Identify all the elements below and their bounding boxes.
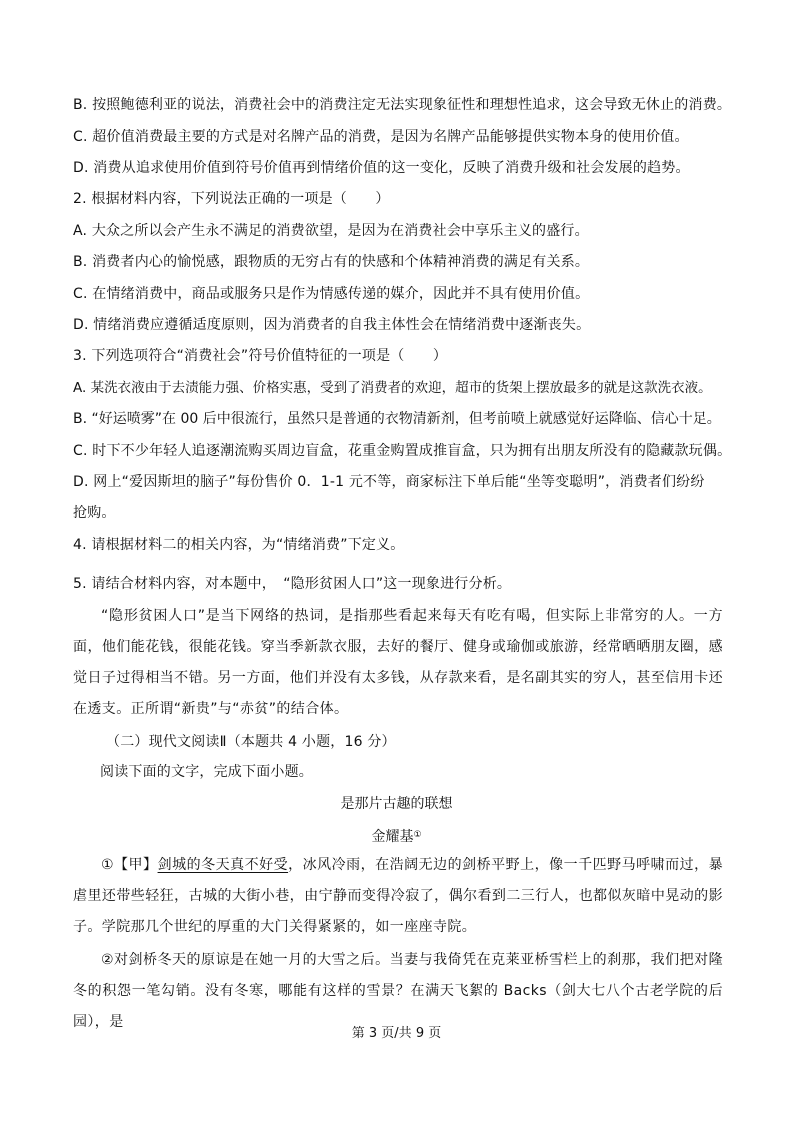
q2-option-b: B. 消费者内心的愉悦感，跟物质的无穷占有的快感和个体精神消费的满足有关系。 — [73, 254, 590, 270]
author-name: 金耀基 — [371, 829, 414, 845]
q3-option-d-line2: 抢购。 — [73, 505, 116, 521]
q2-stem: 2. 根据材料内容，下列说法正确的一项是（ ） — [73, 191, 390, 207]
q2-option-c: C. 在情绪消费中，商品或服务只是作为情感传递的媒介，因此并不具有使用价值。 — [73, 286, 590, 302]
section2-heading: （二）现代文阅读Ⅱ（本题共 4 小题，16 分） — [106, 734, 396, 750]
q3-stem: 3. 下列选项符合“消费社会”符号价值特征的一项是（ ） — [73, 348, 448, 364]
underlined-phrase: 剑城的冬天真不好受 — [157, 857, 289, 873]
paragraph-1-marker: ①【甲】 — [101, 857, 158, 873]
article-paragraph-2: ②对剑桥冬天的原谅是在她一月的大雪之后。当妻与我倚凭在克莱亚桥雪栏上的刹那，我们把对隆冬的积怨一笔勾销。没有冬寒，哪能有这样的雪景？在满天飞絮的 Backs（剑大七八个古老学院的后园），是 — [73, 952, 723, 1030]
article-paragraph-1 — [73, 850, 723, 943]
q3-option-b: B. “好运喷雾”在 00 后中很流行，虽然只是普通的衣物清新剂，但考前喷上就感觉好运降临、信心十足。 — [73, 411, 721, 427]
q3-option-a: A. 某洗衣液由于去渍能力强、价格实惠，受到了消费者的欢迎，超市的货架上摆放最多的就是这款洗衣液。 — [73, 380, 712, 396]
article-title: 是那片古趣的联想 — [340, 796, 453, 812]
q1-option-d: D. 消费从追求使用价值到符号价值再到情绪价值的这一变化，反映了消费升级和社会发展的趋势。 — [73, 160, 690, 176]
q3-option-d-line1: D. 网上“爱因斯坦的脑子”每份售价 0．1-1 元不等，商家标注下单后能“坐等变聪明”，消费者们纷纷 — [73, 474, 705, 490]
page-footer: 第 3 页/共 9 页 — [351, 1026, 442, 1041]
paragraph-1-text: ，冰风冷雨，在浩阔无边的剑桥平野上，像一千匹野马呼啸而过，暴虐里还带些轻狂，古城的大街小巷，由宁静而变得冷寂了，偶尔看到二三行人，也都似灰暗中晃动的影子。学院那几个世纪的厚重的大门关得紧紧的，如一座座寺院。 — [73, 857, 723, 935]
q5-passage: “隐形贫困人口”是当下网络的热词，是指那些看起来每天有吃有喝，但实际上非常穷的人。一方面，他们能花钱，很能花钱。穿当季新款衣服，去好的餐厅、健身或瑜伽或旅游，经常晒晒朋友圈，感觉日子过得相当不错。另一方面，他们并没有太多钱，从存款来看，是名副其实的穷人，甚至信用卡还在透支。正所谓“新贵”与“赤贫”的结合体。 — [73, 608, 723, 717]
q2-option-a: A. 大众之所以会产生永不满足的消费欲望，是因为在消费社会中享乐主义的盛行。 — [73, 223, 589, 239]
author-note-marker: ① — [413, 830, 422, 840]
article-author — [0, 825, 793, 847]
q5-stem: 5. 请结合材料内容，对本题中， “隐形贫困人口”这一现象进行分析。 — [73, 576, 512, 592]
q1-option-c: C. 超价值消费最主要的方式是对名牌产品的消费，是因为名牌产品能够提供实物本身的使用价值。 — [73, 129, 689, 145]
section2-instruction: 阅读下面的文字，完成下面小题。 — [100, 764, 313, 780]
q3-option-c: C. 时下不少年轻人追逐潮流购买周边盲盒，花重金购置成推盲盒，只为拥有出朋友所没有的隐藏款玩偶。 — [73, 443, 732, 459]
q1-option-b: B. 按照鲍德利亚的说法，消费社会中的消费注定无法实现象征性和理想性追求，这会导致无休止的消费。 — [73, 97, 732, 113]
q2-option-d: D. 情绪消费应遵循适度原则，因为消费者的自我主体性会在情绪消费中逐渐丧失。 — [73, 317, 591, 333]
q4-stem: 4. 请根据材料二的相关内容，为“情绪消费”下定义。 — [73, 537, 405, 553]
